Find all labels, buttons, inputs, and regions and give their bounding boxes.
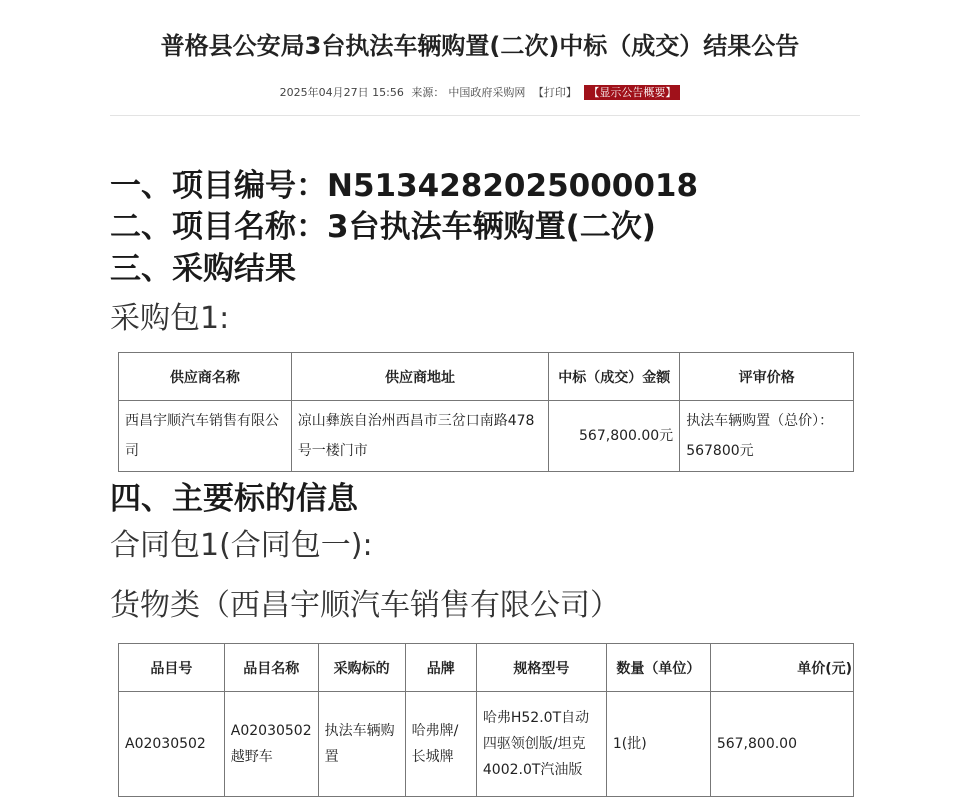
header-amount: 中标（成交）金额 bbox=[549, 353, 680, 401]
cell-quantity: 1(批) bbox=[606, 692, 710, 797]
contract-package-heading: 合同包1(合同包一): bbox=[110, 528, 373, 563]
header-spec: 规格型号 bbox=[476, 644, 606, 692]
header-unit-price: 单价(元) bbox=[710, 644, 853, 692]
cell-subject: 执法车辆购置 bbox=[318, 692, 405, 797]
cell-brand: 哈弗牌/长城牌 bbox=[405, 692, 476, 797]
result-table bbox=[118, 352, 854, 472]
header-quantity: 数量（单位） bbox=[606, 644, 710, 692]
cell-unit-price: 567,800.00 bbox=[710, 692, 853, 797]
procurement-result-heading: 三、采购结果 bbox=[110, 251, 296, 287]
divider bbox=[110, 115, 860, 116]
cell-spec: 哈弗H52.0T自动四驱领创版/坦克4002.0T汽油版 bbox=[476, 692, 606, 797]
header-supplier-name: 供应商名称 bbox=[119, 353, 292, 401]
package-heading: 采购包1: bbox=[110, 301, 230, 336]
header-brand: 品牌 bbox=[405, 644, 476, 692]
show-summary-button[interactable]: 【显示公告概要】 bbox=[584, 85, 680, 100]
table-header-row bbox=[119, 353, 854, 401]
cell-review-price: 执法车辆购置（总价）： 567800元 bbox=[680, 401, 854, 472]
table-row bbox=[119, 692, 854, 797]
goods-table bbox=[118, 643, 854, 797]
project-name-heading: 二、项目名称：3台执法车辆购置(二次) bbox=[110, 209, 656, 245]
meta-line bbox=[0, 84, 960, 100]
main-subject-heading: 四、主要标的信息 bbox=[110, 481, 358, 517]
table-row bbox=[119, 401, 854, 472]
source-label: 来源： bbox=[411, 86, 445, 99]
header-supplier-address: 供应商地址 bbox=[291, 353, 549, 401]
header-review-price: 评审价格 bbox=[680, 353, 854, 401]
cell-item-name: A02030502越野车 bbox=[224, 692, 318, 797]
print-link[interactable]: 【打印】 bbox=[532, 86, 577, 99]
page-title: 普格县公安局3台执法车辆购置(二次)中标（成交）结果公告 bbox=[160, 32, 800, 60]
table-header-row bbox=[119, 644, 854, 692]
header-subject: 采购标的 bbox=[318, 644, 405, 692]
cell-item-no: A02030502 bbox=[119, 692, 225, 797]
source-link[interactable]: 中国政府采购网 bbox=[448, 86, 526, 99]
publish-date: 2025年04月27日 15:56 bbox=[279, 86, 404, 99]
header-item-no: 品目号 bbox=[119, 644, 225, 692]
cell-amount: 567,800.00元 bbox=[549, 401, 680, 472]
project-number-heading: 一、项目编号：N5134282025000018 bbox=[110, 168, 699, 204]
goods-category-heading: 货物类（西昌宇顺汽车销售有限公司） bbox=[110, 588, 620, 623]
cell-supplier-name: 西昌宇顺汽车销售有限公司 bbox=[119, 401, 292, 472]
cell-supplier-address: 凉山彝族自治州西昌市三岔口南路478号一楼门市 bbox=[291, 401, 549, 472]
header-item-name: 品目名称 bbox=[224, 644, 318, 692]
